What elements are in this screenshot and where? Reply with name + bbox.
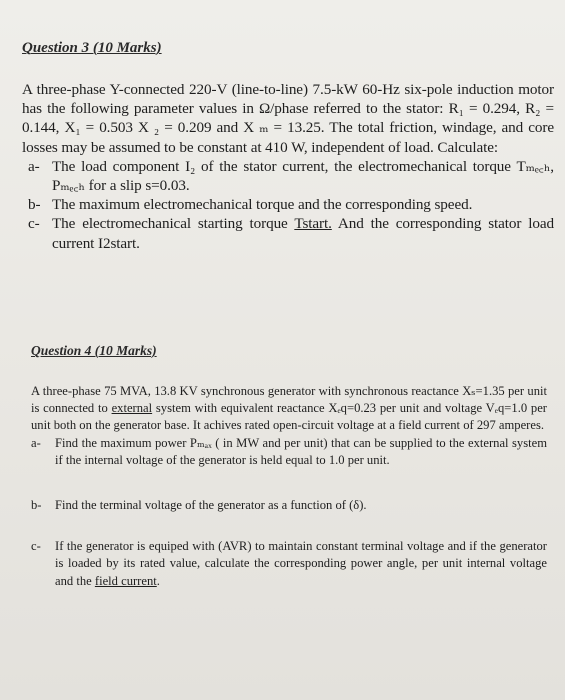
question-4-heading: Question 4 (10 Marks) [31,343,157,358]
item-marker: a- [31,435,41,450]
question-3-item-a [28,157,554,195]
item-text: Find the terminal voltage of the generator as a function of (δ). [55,498,367,513]
question-4-intro [31,383,547,435]
intro-text-part: A three-phase 75 MVA, 13.8 KV synchronous generator with synchronous reactance Xₛ=1.35 per unit is connected to [31,384,547,416]
question-3-heading: Question 3 (10 Marks) [22,40,162,56]
question-4-item-b [31,497,547,514]
item-text-part: The electromechanical starting torque [52,215,295,233]
question-3-item-b [28,195,554,214]
question-3-intro: A three-phase Y-connected 220-V (line-to-line) 7.5-kW 60-Hz six-pole induction motor has the following parameter values in Ω/phase referred to the stator: R₁ = 0.294, R₂ = 0.144, X₁ = 0.503 X ₂ = 0.209 and X ₘ = 13.25. The total friction, windage, and core losses may be assumed to be constant at 410 W, independent of load. Calculate: [22,81,554,156]
underlined-term: field current [94,573,157,588]
item-text: Find the maximum power Pₘₐₓ ( in MW and per unit) that can be supplied to the external system if the internal voltage of the generator is held equal to 1.0 per unit. [55,435,547,467]
question-4-body [31,383,547,590]
item-marker: c- [28,215,40,233]
item-text-part: If the generator is equiped with (AVR) to maintain constant terminal voltage and if the generator is loaded by its rated value, calculate the corresponding power angle, per unit internal voltage and the [55,539,547,588]
item-marker: b- [28,196,41,214]
question-3-body [22,80,554,253]
item-text: The maximum electromechanical torque and the corresponding speed. [52,196,473,214]
underlined-term: external [111,401,153,416]
item-text-part: . [156,573,160,588]
underlined-term: Tstart. [294,215,332,233]
item-marker: b- [31,498,42,513]
item-marker: c- [31,539,41,554]
question-4-item-c [31,538,547,590]
intro-text-part: system with equivalent reactance Xₑq=0.23 per unit and voltage Vₑq=1.0 per unit both on the generator base. It achives rated open-circuit voltage at a field current of 297 amperes. [31,401,547,433]
item-text [52,214,554,252]
item-marker: a- [28,157,40,175]
question-3-item-c [28,214,554,252]
item-text-part: And the corresponding stator load current I2start. [52,215,554,252]
item-text: The load component I₂ of the stator current, the electromechanical torque Tₘₑ꜀ₕ, Pₘₑ꜀ₕ for a slip s=0.03. [52,157,554,195]
question-4-item-a [31,435,547,469]
item-text [55,538,547,590]
